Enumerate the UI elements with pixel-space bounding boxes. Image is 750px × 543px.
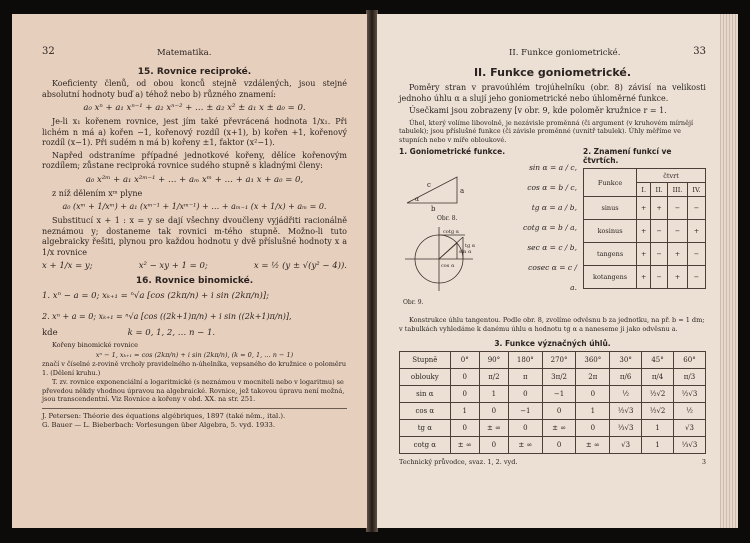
running-title: Matematika. xyxy=(157,48,212,58)
formula: cotg α = b / a, xyxy=(523,223,577,232)
formula: cosec α = c / a. xyxy=(528,263,577,292)
left-running-head xyxy=(42,46,347,64)
label-b: b xyxy=(431,205,436,213)
right-page xyxy=(377,14,720,528)
equation-row xyxy=(42,261,347,271)
value-cell: 1 xyxy=(642,420,674,437)
triangle-and-circle-figures xyxy=(399,159,517,309)
table-row xyxy=(584,220,706,243)
subheading: 3. Funkce význačných úhlů. xyxy=(494,339,611,348)
footer-text: Technický průvodce, svaz. 1, 2. vyd. xyxy=(399,458,518,466)
value-cell: 0 xyxy=(479,437,508,454)
sign-cell: + xyxy=(651,197,668,220)
sign-cell: − xyxy=(667,197,687,220)
paragraph: Napřed odstraníme případné jednotkové kořeny, dělíce kořenovým rozdílem; zůstane reciproká rovnice sudého stupně s kladnými členy: xyxy=(42,150,347,170)
value-cell: ⅓√3 xyxy=(674,437,706,454)
equation: k = 0, 1, 2, … n − 1. xyxy=(127,328,216,338)
signs-column xyxy=(583,147,706,313)
radian-cell: π/4 xyxy=(642,369,674,386)
sign-cell: − xyxy=(651,266,668,289)
value-cell: ½√3 xyxy=(674,386,706,403)
degrees-row xyxy=(400,352,706,369)
note: Konstrukce úhlu tangentou. Podle obr. 8, zvolíme odvěsnu b za jednotku, na př. b = 1 dm; v tabulkách vyhledáme k danému úhlu α hodnotu tg α a naneseme ji jako odvěsnu a. xyxy=(399,316,705,333)
paragraph: z níž dělením xᵐ plyne xyxy=(52,188,143,198)
label-sin: sin α xyxy=(459,249,472,255)
page-number: 33 xyxy=(693,46,706,57)
value-cell: ± ∞ xyxy=(542,420,576,437)
signature-mark: 3 xyxy=(701,458,706,466)
value-cell: ± ∞ xyxy=(576,437,610,454)
value-cell: 0 xyxy=(542,403,576,420)
label-c: c xyxy=(427,181,431,189)
left-page xyxy=(12,14,367,528)
equation: 1. xⁿ − a = 0; xₖ₊₁ = ⁿ√a [cos (2kπ/n) + i sin (2kπ/n)]; xyxy=(42,291,269,301)
degree-cell: 60° xyxy=(674,352,706,369)
subheading: 1. Goniometrické funkce. xyxy=(399,147,506,156)
chapter-heading: II. Funkce goniometrické. xyxy=(473,66,632,79)
value-cell: −1 xyxy=(509,403,543,420)
function-name: kosinus xyxy=(584,220,637,243)
label-cos: cos α xyxy=(441,263,455,269)
sign-cell: + xyxy=(637,243,651,266)
value-cell: 0 xyxy=(576,386,610,403)
equation: a₀ xⁿ + a₁ xⁿ⁻¹ + a₂ xⁿ⁻² + … ± a₂ x² ± a₁ x ± a₀ = 0. xyxy=(83,103,306,113)
section-heading: 16. Rovnice binomické. xyxy=(135,276,254,286)
page-footer xyxy=(399,458,706,466)
radians-row xyxy=(400,369,706,386)
formulas-column xyxy=(523,147,577,313)
table-row xyxy=(584,266,706,289)
degree-cell: 30° xyxy=(610,352,642,369)
degree-cell: 180° xyxy=(509,352,543,369)
radian-cell: π/2 xyxy=(479,369,508,386)
reference: J. Petersen: Théorie des équations algébriques, 1897 (také něm., ital.). xyxy=(42,411,286,420)
special-angles-table xyxy=(399,351,706,454)
label: kde xyxy=(42,328,58,338)
value-cell: ½√3 xyxy=(610,403,642,420)
subheading: 2. Znamení funkcí ve čtvrtích. xyxy=(583,147,672,165)
column-header: Funkce xyxy=(584,169,637,197)
degree-cell: 270° xyxy=(542,352,576,369)
degree-cell: 90° xyxy=(479,352,508,369)
value-cell: √3 xyxy=(674,420,706,437)
sign-cell: − xyxy=(688,266,706,289)
equation-row xyxy=(42,328,347,338)
sign-cell: + xyxy=(667,243,687,266)
note: Kořeny binomické rovnice xyxy=(52,341,138,349)
page-edges xyxy=(720,14,738,528)
degree-cell: 360° xyxy=(576,352,610,369)
value-cell: √3 xyxy=(610,437,642,454)
function-name: tangens xyxy=(584,243,637,266)
label-cotg: cotg α xyxy=(443,229,459,235)
function-name: tg α xyxy=(400,420,451,437)
value-cell: 0 xyxy=(542,437,576,454)
radian-cell: π/6 xyxy=(610,369,642,386)
paragraph: Je-li x₁ kořenem rovnice, jest jím také převrácená hodnota 1/x₁. Při lichém n má a) kořen −1, kořenový rozdíl (x+1), b) kořen +1, kořenový rozdíl (x−1). Při sudém n má b) kořeny ±1, faktor (x²−1). xyxy=(42,117,347,147)
sign-cell: + xyxy=(688,220,706,243)
sign-cell: − xyxy=(651,220,668,243)
label-tg: tg α xyxy=(465,243,476,249)
reference: G. Bauer — L. Bieberbach: Vorlesungen über Algebra, 5. vyd. 1933. xyxy=(42,420,276,429)
value-cell: 0 xyxy=(479,403,508,420)
row-header: oblouky xyxy=(400,369,451,386)
value-cell: ± ∞ xyxy=(509,437,543,454)
value-cell: ⅓√3 xyxy=(610,420,642,437)
note: Úhel, který volíme libovolně, je nezávisle proměnná (či argument (v kruhovém mírnějí tabulek); jsou příslušné funkce (či závisle proměnné (uvnitř tabulek). Úhly měříme ve stupních nebo v míře obloukové. xyxy=(399,118,694,144)
sign-cell: + xyxy=(637,197,651,220)
function-name: kotangens xyxy=(584,266,637,289)
functions-section xyxy=(399,147,706,313)
degree-cell: 0° xyxy=(450,352,479,369)
sign-cell: + xyxy=(637,266,651,289)
value-cell: 1 xyxy=(642,437,674,454)
value-cell: 0 xyxy=(450,420,479,437)
figure-caption: Obr. 8. xyxy=(437,215,458,222)
table-row xyxy=(584,197,706,220)
value-cell: ½ xyxy=(674,403,706,420)
value-cell: 1 xyxy=(479,386,508,403)
table-row xyxy=(400,437,706,454)
divider xyxy=(42,408,347,409)
value-cell: −1 xyxy=(542,386,576,403)
note: značí v číselné z-rovině vrcholy pravidelného n-úhelníka, vepsaného do kružnice o poloměru 1. (Dělení kruhu.) xyxy=(42,360,347,377)
quarter-header: III. xyxy=(667,183,687,197)
sign-cell: + xyxy=(637,220,651,243)
value-cell: ½√2 xyxy=(642,403,674,420)
value-cell: 1 xyxy=(576,403,610,420)
radian-cell: 3π/2 xyxy=(542,369,576,386)
function-name: cotg α xyxy=(400,437,451,454)
row-header: Stupně xyxy=(400,352,451,369)
value-cell: 0 xyxy=(509,386,543,403)
formula: tg α = a / b, xyxy=(531,203,577,212)
sign-cell: − xyxy=(667,220,687,243)
paragraph: Poměry stran v pravoúhlém trojúhelníku (obr. 8) závisí na velikosti jednoho úhlu α a slují jeho goniometrické nebo úhloměrné funkce. xyxy=(399,83,706,103)
value-cell: 0 xyxy=(509,420,543,437)
sign-cell: − xyxy=(651,243,668,266)
figures-column xyxy=(399,147,517,313)
equation: 2. xⁿ + a = 0; xₖ₊₁ = ⁿ√a [cos ((2k+1)π/n) + i sin ((2k+1)π/n)], xyxy=(42,312,292,321)
value-cell: 1 xyxy=(450,403,479,420)
column-header: čtvrt xyxy=(637,169,706,183)
value-cell: ½√2 xyxy=(642,386,674,403)
paragraph: Úsečkami jsou zobrazeny [v obr. 9, kde poloměr kružnice r = 1. xyxy=(409,106,667,115)
equation: a₀ x²ᵐ + a₁ x²ᵐ⁻¹ + … + aₘ xᵐ + … + a₁ x + a₀ = 0, xyxy=(85,174,304,185)
value-cell: ± ∞ xyxy=(450,437,479,454)
note-equation: xⁿ − 1, xₖ₊₁ = cos (2kπ/n) + i sin (2kπ/n), (k = 0, 1, … n − 1) xyxy=(95,350,294,359)
sign-cell: − xyxy=(688,243,706,266)
page-number: 32 xyxy=(42,46,55,57)
table-row xyxy=(400,403,706,420)
note: T. zv. rovnice exponenciální a logaritmické (s neznámou v mocniteli nebo v logaritmu) se převedou někdy vhodnou úpravou na algebraické. Rovnice, jež takovou úpravu není možná, jsou transcendentní. Viz Rovnice a kořeny v obd. XX. na str. 251. xyxy=(42,378,345,403)
formula: sec α = c / b, xyxy=(527,243,577,252)
radian-cell: 0 xyxy=(450,369,479,386)
figure-caption: Obr. 9. xyxy=(403,299,424,306)
paragraph: Substitucí x + 1 : x = y se dají všechny dvoučleny vyjádřiti racionálně neznámou y; dostaneme tak rovnici m-tého stupně. Možno-li tuto algebraicky řešiti, plynou pro každou hodnotu y dvě příslušné hodnoty x a 1/x rovnice xyxy=(42,216,347,257)
equation: x = ½ (y ± √(y² − 4)). xyxy=(253,261,347,271)
table-row xyxy=(400,386,706,403)
radian-cell: π xyxy=(509,369,543,386)
right-running-head xyxy=(399,46,706,64)
section-heading: 15. Rovnice reciproké. xyxy=(137,67,252,77)
table-row xyxy=(400,420,706,437)
quarter-header: II. xyxy=(651,183,668,197)
equation: x² − xy + 1 = 0; xyxy=(138,261,208,271)
quarter-header: I. xyxy=(637,183,651,197)
value-cell: 0 xyxy=(576,420,610,437)
table-row xyxy=(584,243,706,266)
paragraph: Koeficienty členů, od obou konců stejně vzdálených, jsou stejné absolutní hodnoty buď a) téhož nebo b) různého znamení: xyxy=(42,79,347,99)
label-alpha: α xyxy=(415,196,420,203)
equation: a₀ (xᵐ + 1/xᵐ) + a₁ (xᵐ⁻¹ + 1/xᵐ⁻¹) + … + aₘ₋₁ (x + 1/x) + aₘ = 0. xyxy=(62,202,327,211)
formula: sin α = a / c, xyxy=(529,163,577,172)
value-cell: ½ xyxy=(610,386,642,403)
sign-cell: + xyxy=(667,266,687,289)
value-cell: ± ∞ xyxy=(479,420,508,437)
quarter-header: IV. xyxy=(688,183,706,197)
signs-table xyxy=(583,168,706,289)
radian-cell: 2π xyxy=(576,369,610,386)
sign-cell: − xyxy=(688,197,706,220)
function-name: sinus xyxy=(584,197,637,220)
equation: x + 1/x = y; xyxy=(42,261,93,271)
label-a: a xyxy=(460,187,465,195)
value-cell: 0 xyxy=(450,386,479,403)
degree-cell: 45° xyxy=(642,352,674,369)
radian-cell: π/3 xyxy=(674,369,706,386)
function-name: sin α xyxy=(400,386,451,403)
running-title: II. Funkce goniometrické. xyxy=(509,48,621,58)
function-name: cos α xyxy=(400,403,451,420)
formula: cos α = b / c, xyxy=(527,183,577,192)
